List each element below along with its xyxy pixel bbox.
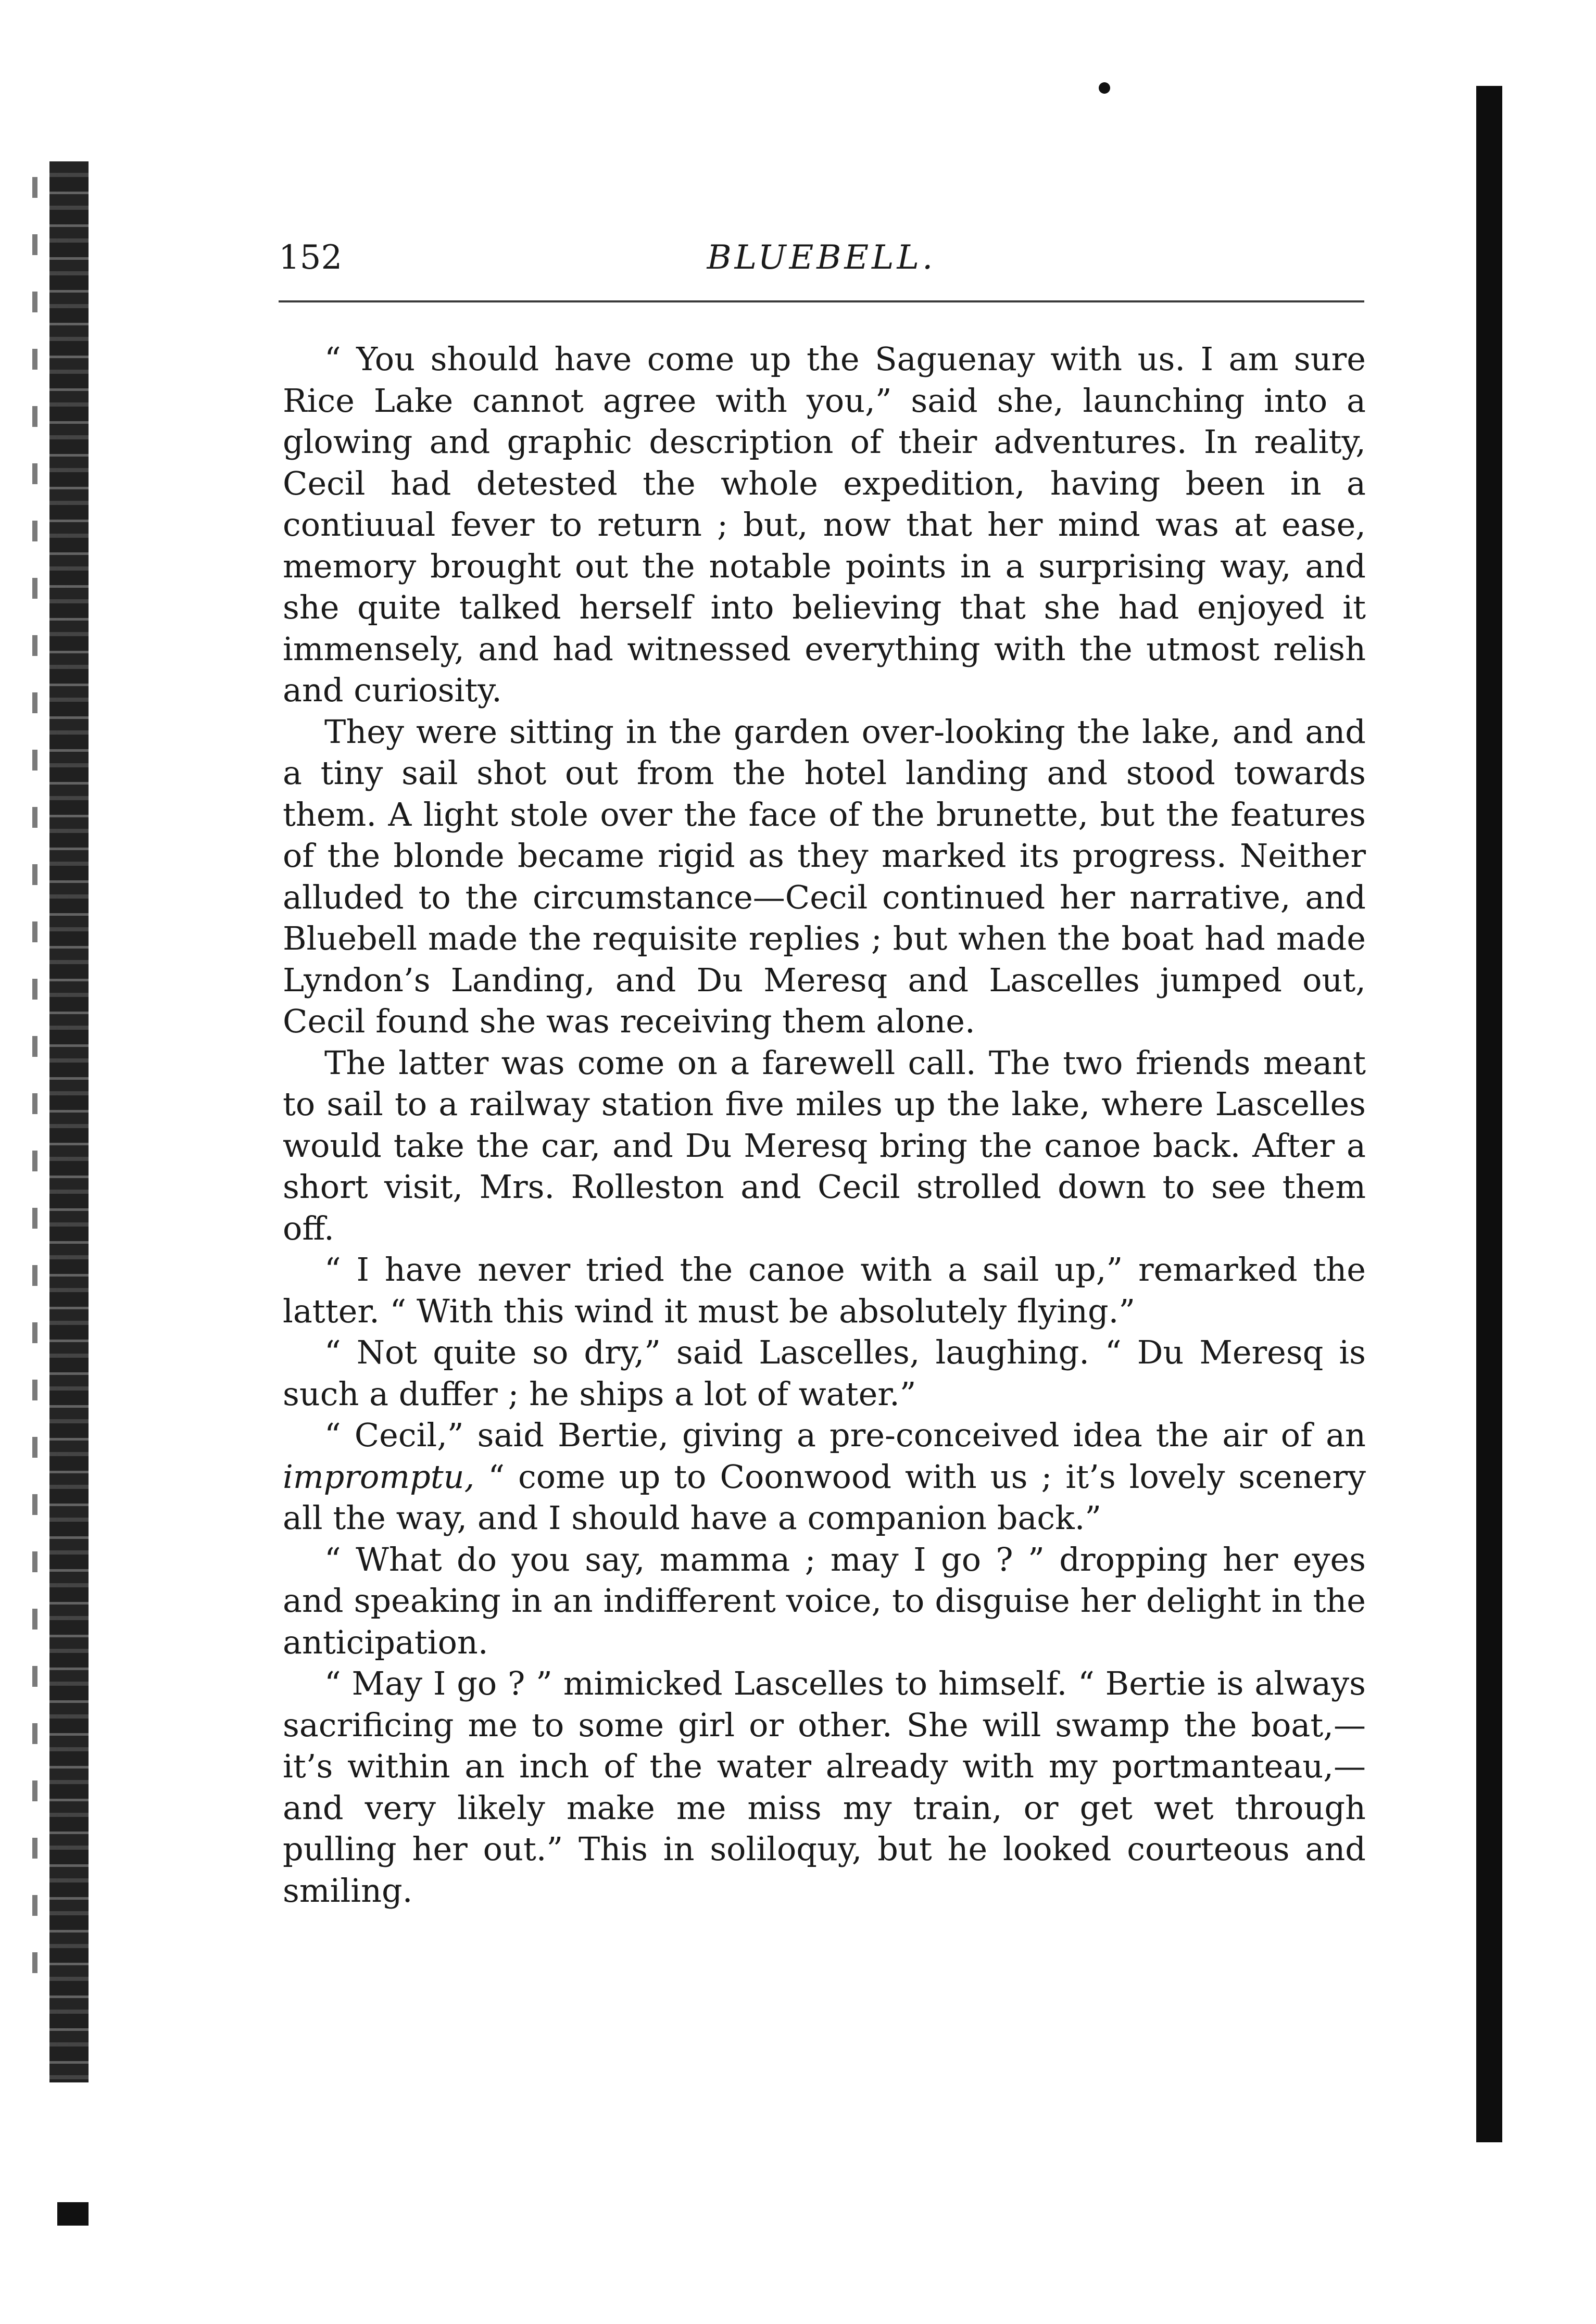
paragraph-6 [283,1414,1366,1539]
scan-edge-mark [57,2202,89,2226]
paragraph-6-after: “ come up to Coonwood with us ; it’s lovely scenery all the way, and I should have a companion back.” [283,1457,1366,1537]
scan-speck [1099,82,1110,94]
paragraph-8: “ May I go ? ” mimicked Lascelles to himself. “ Bertie is always sacrificing me to some girl or other. She will swamp the boat,—it’s within an inch of the water already with my portmanteau,—and very likely make me miss my train, or get wet through pulling her out.” This in soliloquy, but he looked courteous and smiling. [283,1664,1366,1910]
paragraph-6-before: “ Cecil,” said Bertie, giving a pre-conceived idea the air of an [324,1416,1366,1454]
paragraph-7: “ What do you say, mamma ; may I go ? ” dropping her eyes and speaking in an indifferent voice, to disguise her delight in the anticipation. [283,1540,1366,1661]
paragraph-6-italic: impromptu, [283,1457,475,1496]
body-text [283,338,1366,1911]
scan-binding-edge-left [49,161,89,2082]
running-title: BLUEBELL. [707,238,936,277]
scan-binding-edge-left-thin [32,177,37,1999]
page-number: 152 [279,238,343,277]
paragraph-4: “ I have never tried the canoe with a sail up,” remarked the latter. “ With this wind it must be absolutely flying.” [283,1251,1366,1330]
header-rule [279,300,1364,302]
paragraph-5: “ Not quite so dry,” said Lascelles, laughing. “ Du Meresq is such a duffer ; he ships a lot of water.” [283,1333,1366,1413]
paragraph-1: “ You should have come up the Saguenay with us. I am sure Rice Lake cannot agree with you,” said she, launching into a glowing and graphic description of their adventures. In reality, Cecil had detested the whole expedition, having been in a contiuual fever to return ; but, now that her mind was at ease, memory brought out the notable points in a surprising way, and she quite talked herself into believing that she had enjoyed it immensely, and had witnessed everything with the utmost relish and curiosity. [283,340,1366,709]
scan-binding-edge-right [1476,86,1502,2142]
page-header [279,232,1364,284]
paragraph-2: They were sitting in the garden over-looking the lake, and and a tiny sail shot out from the hotel landing and stood towards them. A light stole over the face of the brunette, but the features of the blonde became rigid as they marked its progress. Neither alluded to the circumstance—Cecil continued her narrative, and Bluebell made the requisite replies ; but when the boat had made Lyndon’s Landing, and Du Meresq and Lascelles jumped out, Cecil found she was receiving them alone. [283,712,1366,1040]
paragraph-3: The latter was come on a farewell call. The two friends meant to sail to a railway station five miles up the lake, where Lascelles would take the car, and Du Meresq bring the canoe back. After a short visit, Mrs. Rolleston and Cecil strolled down to see them off. [283,1043,1366,1247]
